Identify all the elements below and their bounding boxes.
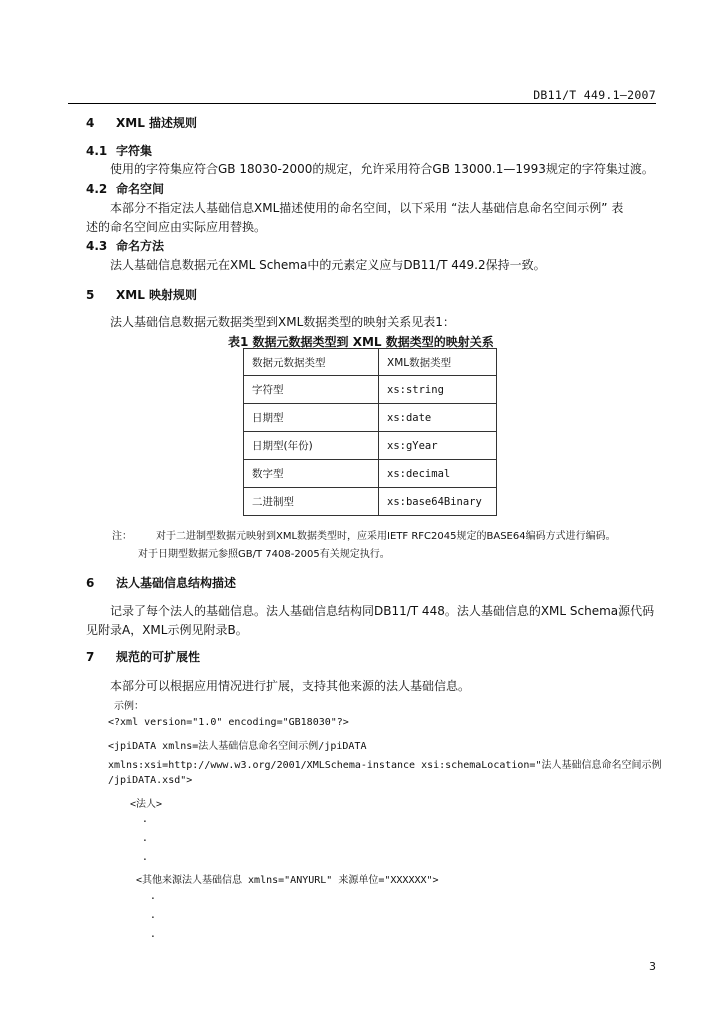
section-title: 法人基础信息结构描述 [116, 576, 237, 590]
section-4-1-heading [86, 142, 152, 159]
code-line: <?xml version="1.0" encoding="GB18030"?> [108, 717, 349, 728]
ellipsis-dot: . [143, 811, 147, 825]
table-row [244, 432, 497, 460]
element-type-cell: 字符型 [244, 376, 379, 404]
code-line: /jpiDATA.xsd"> [108, 775, 193, 786]
document-code: DB11/T 449.1—2007 [533, 88, 656, 102]
xml-type-cell: xs:base64Binary [379, 488, 497, 516]
table-row [244, 376, 497, 404]
section-6-text-line2: 见附录A，XML示例见附录B。 [86, 623, 248, 637]
section-number: 6 [86, 576, 95, 590]
table-caption: 表1 数据元数据类型到 XML 数据类型的映射关系 [228, 335, 494, 349]
xml-type-cell: xs:string [379, 376, 497, 404]
xml-type-cell: xs:decimal [379, 460, 497, 488]
table-row [244, 488, 497, 516]
section-7-text: 本部分可以根据应用情况进行扩展，支持其他来源的法人基础信息。 [110, 679, 471, 693]
table-row [244, 460, 497, 488]
example-label: 示例： [114, 701, 144, 712]
section-number: 4 [86, 116, 95, 130]
xml-type-cell: xs:gYear [379, 432, 497, 460]
table-header-row [244, 349, 497, 376]
section-4-1-text: 使用的字符集应符合GB 18030-2000的规定，允许采用符合GB 13000.1—1993规定的字符集过渡。 [110, 162, 654, 176]
section-6-text-line1: 记录了每个法人的基础信息。法人基础信息结构同DB11/T 448。法人基础信息的XML Schema源代码 [110, 604, 655, 618]
section-title: 字符集 [116, 144, 153, 158]
ellipsis-dot: . [143, 849, 147, 863]
section-4-3-heading [86, 237, 164, 254]
section-number: 5 [86, 288, 95, 302]
code-line: <法人> [130, 799, 163, 810]
note-line-2: 对于日期型数据元参照GB/T 7408-2005有关规定执行。 [138, 549, 390, 560]
element-type-cell: 日期型 [244, 404, 379, 432]
section-4-2-heading [86, 180, 164, 197]
section-5-text: 法人基础信息数据元数据类型到XML数据类型的映射关系见表1： [110, 315, 455, 329]
section-number: 4.3 [86, 239, 108, 253]
section-4-3-text: 法人基础信息数据元在XML Schema中的元素定义应与DB11/T 449.2保持一致。 [110, 258, 546, 272]
table-row [244, 404, 497, 432]
ellipsis-dot: . [151, 926, 155, 940]
column-header-xml-type: XML数据类型 [379, 349, 497, 376]
section-number: 4.2 [86, 182, 108, 196]
section-4-2-text-line2: 述的命名空间应由实际应用替换。 [86, 220, 267, 234]
element-type-cell: 日期型(年份) [244, 432, 379, 460]
code-line: <jpiDATA xmlns=法人基础信息命名空间示例/jpiDATA [108, 741, 367, 752]
xml-type-cell: xs:date [379, 404, 497, 432]
page-number: 3 [649, 960, 656, 973]
header-rule [68, 103, 656, 104]
ellipsis-dot: . [143, 830, 147, 844]
section-number: 4.1 [86, 144, 108, 158]
section-title: 命名空间 [116, 182, 165, 196]
element-type-cell: 二进制型 [244, 488, 379, 516]
code-line: xmlns:xsi=http://www.w3.org/2001/XMLSchema-instance xsi:schemaLocation="法人基础信息命名空间示例 [108, 760, 662, 771]
section-6-heading [86, 574, 236, 591]
section-title: 命名方法 [116, 239, 165, 253]
section-4-heading [86, 114, 197, 131]
ellipsis-dot: . [151, 888, 155, 902]
note-line-1: 对于二进制型数据元映射到XML数据类型时，应采用IETF RFC2045规定的BASE64编码方式进行编码。 [156, 531, 616, 542]
code-line: <其他来源法人基础信息 xmlns="ANYURL" 来源单位="XXXXXX"> [136, 875, 439, 886]
section-number: 7 [86, 650, 95, 664]
section-4-2-text-line1: 本部分不指定法人基础信息XML描述使用的命名空间，以下采用 “法人基础信息命名空间示例” 表 [110, 201, 624, 215]
section-7-heading [86, 648, 200, 665]
column-header-element-type: 数据元数据类型 [244, 349, 379, 376]
section-title: XML 描述规则 [116, 116, 198, 130]
note-label: 注： [112, 531, 132, 542]
type-mapping-table [243, 348, 497, 516]
section-title: XML 映射规则 [116, 288, 198, 302]
section-title: 规范的可扩展性 [116, 650, 201, 664]
element-type-cell: 数字型 [244, 460, 379, 488]
section-5-heading [86, 286, 197, 303]
ellipsis-dot: . [151, 907, 155, 921]
